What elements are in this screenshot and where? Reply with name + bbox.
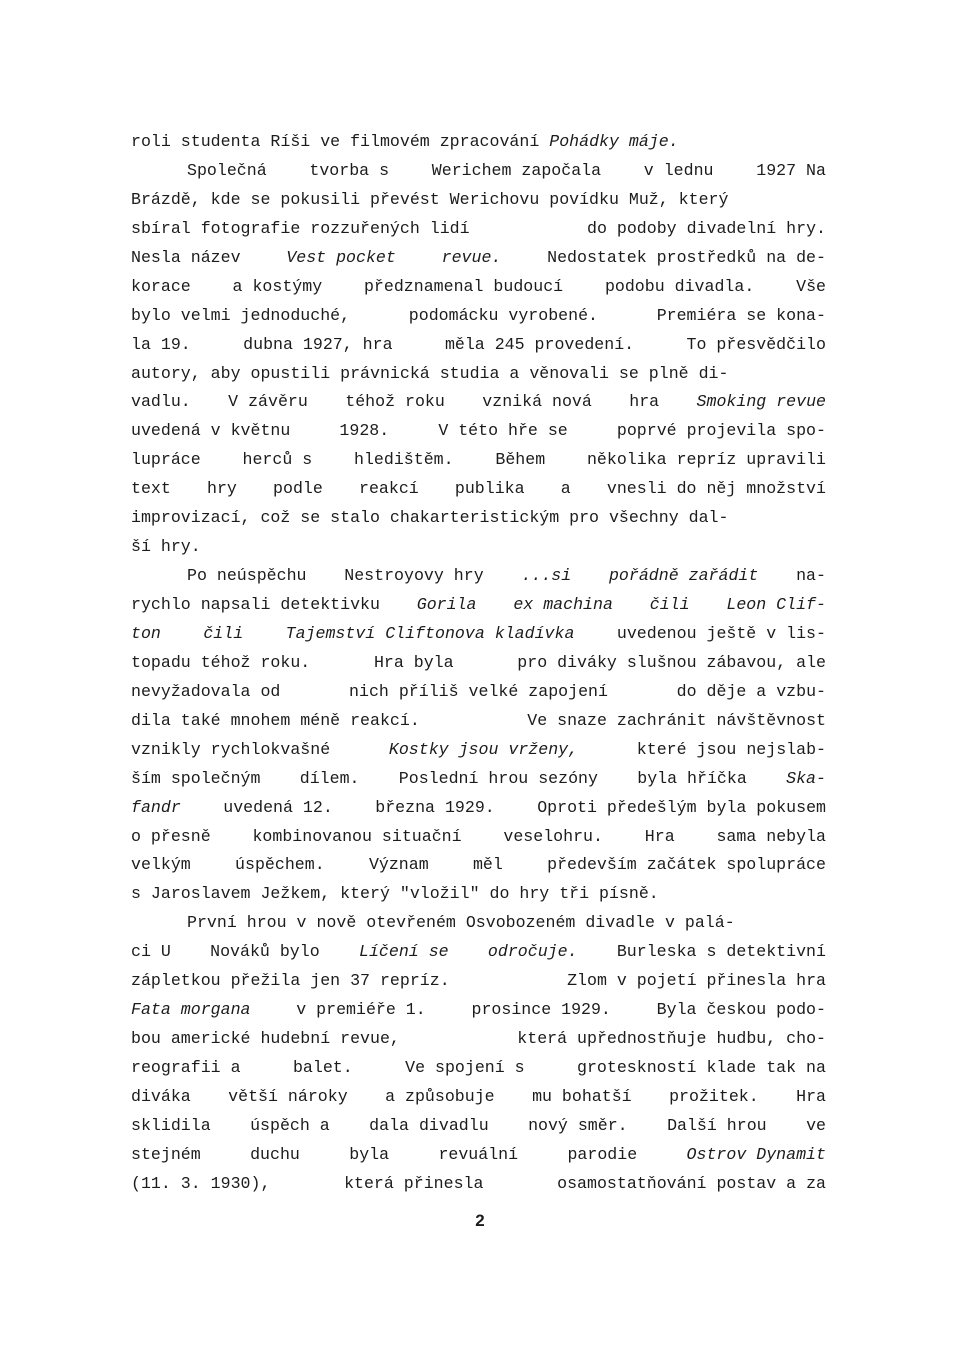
text-segment: reografii a (131, 1058, 241, 1077)
text-segment: Hra byla (373, 652, 454, 672)
text-line (131, 1112, 826, 1141)
text-segment: několika repríz upravili (586, 450, 826, 470)
italic-title-text: ex machina (513, 595, 613, 614)
text-segment: diváka (131, 1086, 191, 1106)
text-line (131, 1054, 826, 1083)
text-segment: Nedostatek prostředků na de- (547, 247, 826, 267)
text-line (131, 331, 826, 360)
text-segment: Další hrou (667, 1115, 767, 1135)
text-segment: Premiéra se kona- (656, 305, 826, 325)
text-segment: nich příliš velké zapojení (349, 681, 608, 701)
text-segment: Význam (368, 855, 429, 875)
text-line (131, 446, 826, 475)
italic-title-text: Tajemství Cliftonova kladívka (285, 623, 575, 643)
text-line (131, 533, 826, 562)
text-segment: Hra (796, 1086, 826, 1106)
text-segment: lupráce (131, 450, 201, 470)
text-segment: a kostýmy (232, 276, 323, 296)
text-segment: Burleska s detektivní (616, 942, 826, 962)
text-line (131, 707, 826, 736)
italic-title-text: Kostky jsou vrženy, (388, 739, 579, 759)
text-segment: března 1929. (375, 797, 495, 817)
text-segment: nový směr. (528, 1115, 628, 1135)
italic-title-text: Fata morgana (131, 1000, 251, 1020)
text-line (131, 1170, 826, 1199)
text-segment: První hrou v nově otevřeném Osvobozeném divadle v palá- (187, 913, 735, 933)
italic-title-text: pořádně zařádit (608, 566, 759, 586)
text-segment: Společná (187, 160, 267, 180)
text-segment: o přesně (131, 826, 211, 846)
text-segment: podle (273, 479, 323, 499)
text-segment: předznamenal budoucí (363, 276, 564, 296)
text-line (131, 1141, 826, 1170)
text-segment: kombinovanou situační (252, 826, 462, 846)
text-segment: rychlo napsali detektivku (131, 595, 380, 614)
text-segment: větší nároky (228, 1086, 348, 1106)
text-segment: autory, aby opustili právnická studia a věnovali se plně di- (131, 363, 729, 383)
text-segment: dila také mnohem méně reakcí. (131, 710, 420, 730)
text-segment: úspěchem. (235, 855, 325, 875)
text-segment: které jsou nejslab- (636, 739, 826, 759)
text-segment: Nesla název (131, 247, 241, 267)
text-segment: 1928. (339, 421, 390, 441)
text-segment: Oproti předešlým byla pokusem (537, 797, 826, 817)
text-line (131, 215, 826, 244)
text-segment: korace (131, 276, 191, 296)
text-line (131, 794, 826, 823)
text-segment: úspěch a (250, 1115, 330, 1135)
text-line (131, 360, 826, 389)
text-segment: V závěru (228, 392, 308, 412)
text-segment: improvizací, což se stalo chakarteristickým pro všechny dal- (131, 508, 729, 528)
text-line (131, 1025, 826, 1054)
text-line (131, 851, 826, 880)
italic-title-text: Ostrov Dynamit (686, 1144, 826, 1164)
text-line (131, 909, 826, 938)
text-segment: téhož roku (345, 392, 445, 412)
text-segment: Ve snaze zachránit návštěvnost (527, 710, 826, 730)
text-line (131, 157, 826, 186)
text-segment: Brázdě, kde se pokusili převést Werichovu povídku Muž, který (131, 189, 729, 209)
text-segment: roli studenta Ríši ve filmovém zpracování (131, 132, 540, 151)
text-line (131, 562, 826, 591)
text-line (131, 938, 826, 967)
text-segment: vnesli do něj množství (606, 479, 826, 499)
text-segment: podobu divadla. (604, 276, 755, 296)
text-line (131, 967, 826, 996)
text-segment: uvedená 12. (223, 797, 333, 817)
text-segment: mu bohatší (532, 1086, 632, 1106)
text-segment: hledištěm. (354, 450, 454, 470)
text-segment: osamostatňování postav a za (557, 1173, 826, 1193)
text-segment: prosince 1929. (471, 1000, 611, 1020)
text-line (131, 244, 826, 273)
italic-title-text: Pohádky máje. (549, 132, 679, 151)
text-segment: uvedená v květnu (131, 421, 291, 441)
text-segment: Po neúspěchu (187, 566, 307, 586)
text-segment: a způsobuje (385, 1086, 495, 1106)
text-line (131, 504, 826, 533)
italic-title-text: čili (649, 595, 690, 614)
text-segment: vzniká nová (482, 392, 592, 412)
text-segment: To přesvědčilo (686, 334, 826, 354)
italic-title-text: Gorila (416, 595, 477, 614)
text-segment: v lednu (643, 160, 714, 180)
text-segment: 1927 Na (756, 160, 826, 180)
text-segment: V této hře se (438, 421, 568, 441)
text-line (131, 417, 826, 446)
text-segment: podomácku vyrobené. (408, 305, 598, 325)
text-segment: reakcí (358, 479, 419, 499)
text-segment: Během (495, 450, 546, 470)
text-segment: ším společným (131, 768, 261, 788)
text-segment: do podoby divadelní hry. (587, 218, 826, 238)
text-segment: publika (454, 479, 525, 499)
text-segment: topadu téhož roku. (131, 652, 311, 672)
text-segment: herců s (242, 450, 313, 470)
text-segment: parodie (567, 1144, 638, 1164)
text-segment: měla 245 provedení. (444, 334, 635, 354)
text-segment: dílem. (299, 768, 360, 788)
text-segment: s Jaroslavem Ježkem, který "vložil" do hry tři písně. (131, 884, 659, 904)
text-line (131, 678, 826, 707)
italic-title-text: odročuje. (487, 942, 578, 962)
italic-title-text: Vest pocket (286, 247, 396, 267)
text-segment: dubna 1927, hra (243, 334, 393, 354)
text-line (131, 302, 826, 331)
text-segment: text (131, 479, 171, 499)
text-segment: Byla českou podo- (656, 1000, 826, 1020)
text-segment: tvorba s (309, 160, 390, 180)
italic-title-text: Smoking revue (696, 392, 826, 412)
text-segment: bylo velmi jednoduché, (131, 305, 351, 325)
text-segment: sama nebyla (716, 826, 826, 846)
text-line (131, 823, 826, 852)
text-segment: uvedenou ještě v lis- (616, 623, 826, 643)
text-segment: která přinesla (344, 1173, 484, 1193)
italic-title-text: čili (203, 623, 244, 643)
text-line (131, 186, 826, 215)
text-segment: byla (349, 1144, 390, 1164)
text-segment: sklidila (131, 1115, 211, 1135)
text-line (131, 736, 826, 765)
text-segment: Werichem započala (431, 160, 602, 180)
text-segment: v premiéře 1. (296, 1000, 426, 1020)
italic-title-text: fandr (131, 797, 181, 817)
text-segment: groteskností klade tak na (577, 1058, 826, 1077)
text-segment: Nestroyovy hry (344, 566, 484, 586)
text-segment: revuální (438, 1144, 519, 1164)
page-number: 2 (475, 1211, 485, 1230)
text-segment: která upřednostňuje hudbu, cho- (517, 1029, 826, 1049)
text-line (131, 620, 826, 649)
italic-title-text: ton (131, 623, 161, 643)
text-segment: vadlu. (131, 392, 191, 412)
text-segment: pro diváky slušnou zábavou, ale (517, 652, 826, 672)
italic-title-text: Leon Clif- (726, 595, 826, 614)
text-segment: Nováků bylo (210, 942, 320, 962)
body-text (131, 128, 826, 1199)
text-segment: veselohru. (503, 826, 603, 846)
text-line (131, 765, 826, 794)
text-segment: Vše (796, 276, 826, 296)
text-segment: hry (207, 479, 237, 499)
text-line (131, 475, 826, 504)
text-segment: hra (629, 392, 660, 412)
text-line (131, 996, 826, 1025)
italic-title-text: revue. (441, 247, 502, 267)
italic-title-text: Líčení se (358, 942, 449, 962)
text-line (131, 273, 826, 302)
text-segment: nevyžadovala od (131, 681, 281, 701)
text-segment: byla hříčka (637, 768, 747, 788)
text-segment: velkým (131, 855, 191, 875)
text-segment: Ve spojení s (405, 1058, 525, 1077)
text-segment: la 19. (131, 334, 191, 354)
text-segment: balet. (292, 1058, 353, 1077)
text-segment: poprvé projevila spo- (616, 421, 826, 441)
italic-title-text: ...si (521, 566, 572, 586)
text-segment: měl (472, 855, 503, 875)
text-segment: na- (796, 566, 826, 586)
text-segment: ci U (131, 942, 171, 962)
text-segment: a (560, 479, 571, 499)
text-line (131, 128, 826, 157)
text-segment: především začátek spolupráce (547, 855, 826, 875)
text-segment: Zlom v pojetí přinesla hra (567, 971, 826, 991)
text-line (131, 591, 826, 620)
text-segment: ve (806, 1115, 826, 1135)
text-segment: duchu (250, 1144, 300, 1164)
text-line (131, 649, 826, 678)
text-segment: bou americké hudební revue, (131, 1029, 400, 1049)
text-segment: zápletkou přežila jen 37 repríz. (131, 971, 450, 991)
text-segment: stejném (131, 1144, 201, 1164)
text-segment: Hra (644, 826, 675, 846)
text-segment: sbíral fotografie rozzuřených lidí (131, 218, 470, 238)
text-segment: (11. 3. 1930), (131, 1173, 271, 1193)
text-segment: Poslední hrou sezóny (398, 768, 598, 788)
italic-title-text: Ska- (786, 768, 826, 788)
text-line (131, 1083, 826, 1112)
text-segment: prožitek. (669, 1086, 759, 1106)
text-segment: ší hry. (131, 537, 201, 557)
text-segment: vznikly rychlokvašné (131, 739, 331, 759)
text-segment: dala divadlu (369, 1115, 489, 1135)
text-segment: do děje a vzbu- (676, 681, 826, 701)
text-line (131, 388, 826, 417)
text-line (131, 880, 826, 909)
